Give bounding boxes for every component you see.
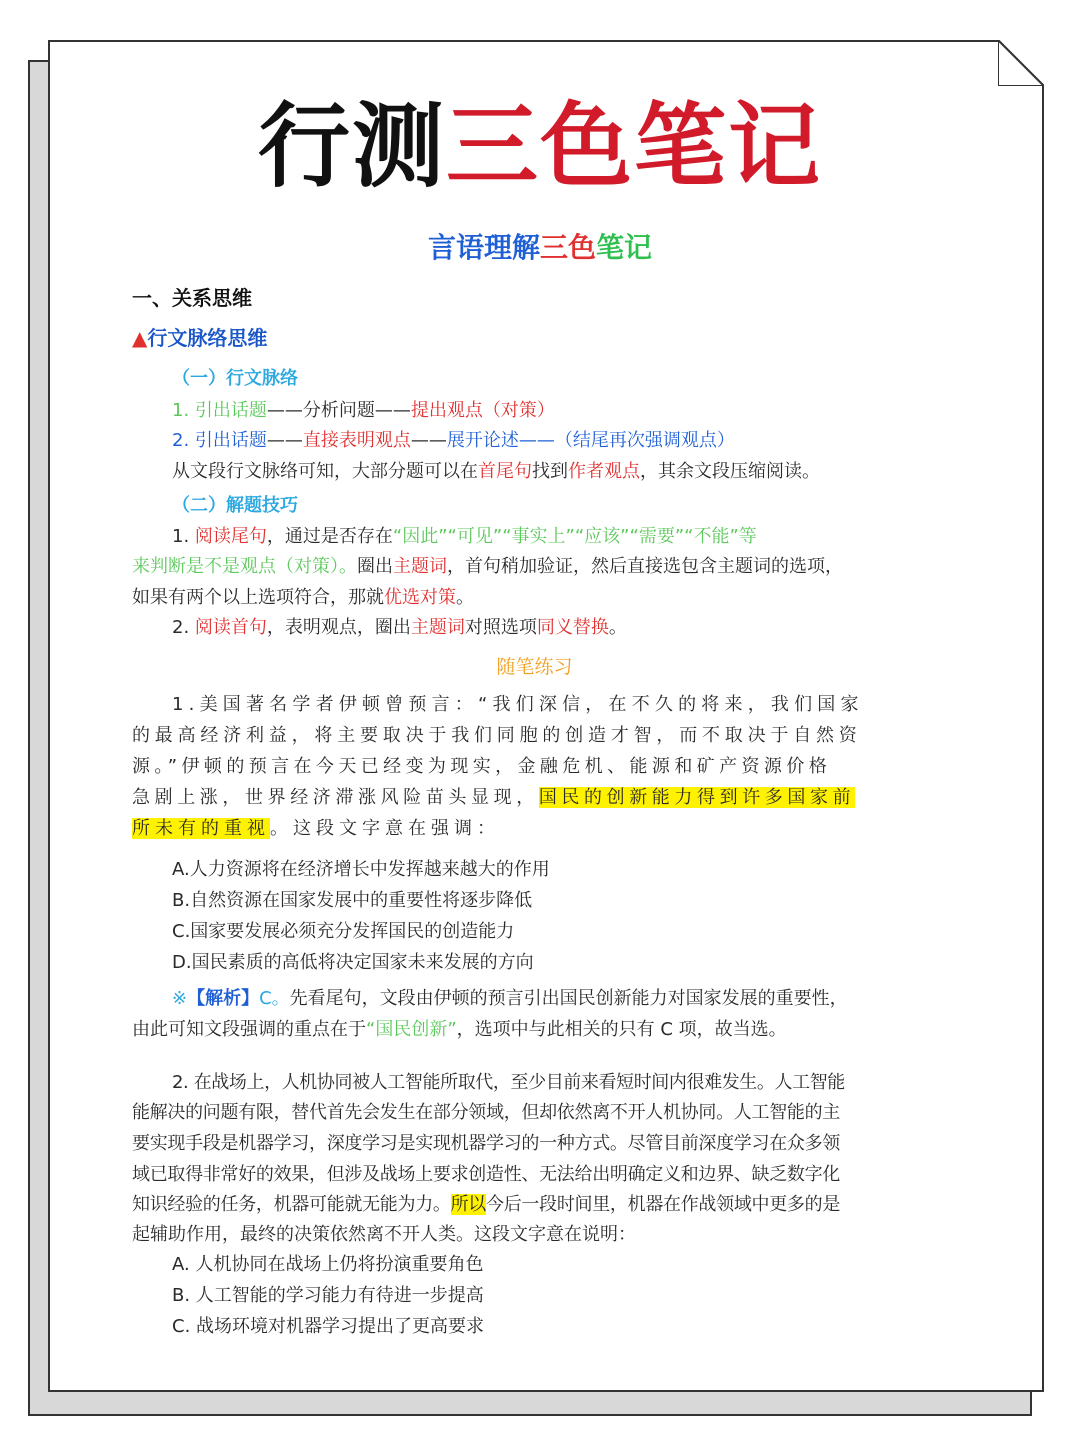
tip1-line1: [172, 522, 757, 548]
tip1-number: 1.: [172, 526, 195, 547]
q1-highlight-part2: 所未有的重视: [132, 818, 270, 839]
page-subtitle: [0, 226, 1080, 266]
reference-mark-icon: ※: [172, 988, 188, 1009]
q1-line4-plain: 急剧上涨，世界经济滞涨风险苗头显现，: [132, 787, 539, 808]
q2-line1: 2. 在战场上，人机协同被人工智能所取代，至少目前来看短时间内很难发生。人工智能: [172, 1072, 845, 1093]
q1-analysis-line2: [132, 1015, 787, 1041]
q1-option-d: D.国民素质的高低将决定国家未来发展的方向: [172, 952, 534, 973]
q1-line2: 的最高经济利益，将主要取决于我们同胞的创造才智，而不取决于自然资: [132, 725, 862, 746]
page-title: [0, 92, 1080, 200]
flow1-topic: 引出话题: [194, 400, 267, 421]
tip1-judge: 来判断是不是观点（对策）。: [132, 556, 357, 577]
tip1-end: 。: [456, 587, 474, 608]
summary-author-view: 作者观点: [568, 461, 640, 482]
analysis-text2: 由此可知文段强调的重点在于: [132, 1019, 366, 1040]
q1-line1: 1.美国著名学者伊顿曾预言：“我们深信，在不久的将来，我们国家: [172, 694, 864, 715]
q1-option-b: B.自然资源在国家发展中的重要性将逐步降低: [172, 890, 533, 911]
flow-summary: [172, 457, 820, 483]
flow2-topic: 引出话题: [194, 430, 267, 451]
summary-e: ，其余文段压缩阅读。: [640, 461, 820, 482]
flow1-viewpoint: 提出观点（对策）: [410, 400, 555, 421]
q1-line5: [132, 814, 500, 840]
analysis-keyword: “国民创新”: [366, 1019, 457, 1040]
q2-option-c: C. 战场环境对机器学习提出了更高要求: [172, 1316, 485, 1337]
flow-line-1: [172, 396, 555, 422]
q1-option-c: C.国家要发展必须充分发挥国民的创造能力: [172, 921, 515, 942]
analysis-text3: ，选项中与此相关的只有 C 项，故当选。: [456, 1019, 787, 1040]
tip1-keywords: “因此”“可见”“事实上”“应该”“需要”“不能”等: [392, 526, 757, 547]
flow2-number: 2.: [172, 430, 195, 451]
tip1-read-tail: 阅读尾句: [194, 526, 267, 547]
summary-head-tail: 首尾句: [478, 461, 532, 482]
flow2-dash3: ——: [518, 430, 555, 451]
tip2-synonym: 同义替换: [536, 617, 609, 638]
q1-line3: 源。”伊顿的预言在今天已经变为现实，金融危机、能源和矿产资源价格: [132, 756, 832, 777]
flow2-discuss: 展开论述: [446, 430, 519, 451]
subsection-title: 行文脉络思维: [147, 326, 268, 350]
subtitle-red: 三色: [539, 231, 596, 264]
title-black-part: 行测: [257, 92, 446, 200]
q2-line2: 能解决的问题有限，替代首先会发生在部分领域，但却依然离不开人机协同。人工智能的主: [132, 1102, 840, 1123]
tip1-line2: [132, 552, 843, 578]
tip1-g: ，首句稍加验证，然后直接选包含主题词的选项，: [447, 556, 843, 577]
practice-heading: 随笔练习: [496, 656, 573, 678]
q2-line3: 要实现手段是机器学习，深度学习是实现机器学习的一种方式。尽管目前深度学习在众多领: [132, 1133, 840, 1154]
title-red-part: 三色笔记: [446, 92, 823, 200]
tip1-h: 如果有两个以上选项符合，那就: [132, 587, 384, 608]
q2-highlight-so: 所以: [450, 1194, 487, 1215]
page-fold-corner: [998, 40, 1044, 86]
subtitle-blue: 言语理解: [427, 231, 540, 264]
tip2-theme-word: 主题词: [410, 617, 465, 638]
analysis-label: 【解析】: [187, 988, 260, 1009]
tip1-b: ，通过是否存在: [266, 526, 393, 547]
tip1-circle: 圈出: [357, 556, 393, 577]
flow2-viewpoint: 直接表明观点: [302, 430, 411, 451]
subtitle-green: 笔记: [596, 231, 653, 264]
q2-line5-a: 知识经验的任务，机器可能就无能为力。: [132, 1194, 451, 1215]
q1-question: 。这段文字意在强调：: [270, 818, 500, 839]
q2-line4: 域已取得非常好的效果，但涉及战场上要求创造性、无法给出明确定义和边界、缺乏数字化: [132, 1164, 840, 1185]
summary-a: 从文段行文脉络可知，大部分题可以在: [172, 461, 478, 482]
part1-heading: （一）行文脉络: [172, 368, 298, 389]
q2-line5: [132, 1190, 840, 1216]
q2-option-a: A. 人机协同在战场上仍将扮演重要角色: [172, 1254, 484, 1275]
flow1-dash2: ——: [374, 400, 411, 421]
flow2-dash2: ——: [410, 430, 447, 451]
flow1-analyze: 分析问题: [302, 400, 375, 421]
q2-line6: 起辅助作用，最终的决策依然离不开人类。这段文字意在说明：: [132, 1224, 636, 1245]
summary-c: 找到: [532, 461, 568, 482]
tip2-read-head: 阅读首句: [194, 617, 267, 638]
flow-line-2: [172, 426, 735, 452]
part2-heading: （二）解题技巧: [172, 495, 298, 516]
tip2-d: 对照选项: [464, 617, 537, 638]
flow1-number: 1.: [172, 400, 195, 421]
flow1-dash1: ——: [266, 400, 303, 421]
subsection-heading: [132, 322, 267, 351]
q1-highlight-part1: 国民的创新能力得到许多国家前: [538, 787, 856, 808]
q2-option-b: B. 人工智能的学习能力有待进一步提高: [172, 1285, 484, 1306]
tip1-theme-word: 主题词: [393, 556, 447, 577]
triangle-marker-icon: ▲: [132, 326, 148, 350]
tip1-line3: [132, 583, 474, 609]
q2-line5-c: 今后一段时间里，机器在作战领域中更多的是: [486, 1194, 841, 1215]
tip2-line: [172, 613, 627, 639]
tip2-end: 。: [608, 617, 627, 638]
tip2-number: 2.: [172, 617, 195, 638]
analysis-answer: C。: [259, 988, 290, 1009]
q1-analysis-line1: [172, 984, 848, 1010]
tip2-b: ，表明观点，圈出: [266, 617, 411, 638]
q1-option-a: A.人力资源将在经济增长中发挥越来越大的作用: [172, 859, 550, 880]
tip1-prefer-policy: 优选对策: [384, 587, 456, 608]
q1-line4: [132, 783, 855, 809]
section-heading: 一、关系思维: [132, 286, 252, 310]
flow2-dash1: ——: [266, 430, 303, 451]
flow2-ending: （结尾再次强调观点）: [554, 430, 735, 451]
analysis-text1: 先看尾句，文段由伊顿的预言引出国民创新能力对国家发展的重要性，: [289, 988, 848, 1009]
